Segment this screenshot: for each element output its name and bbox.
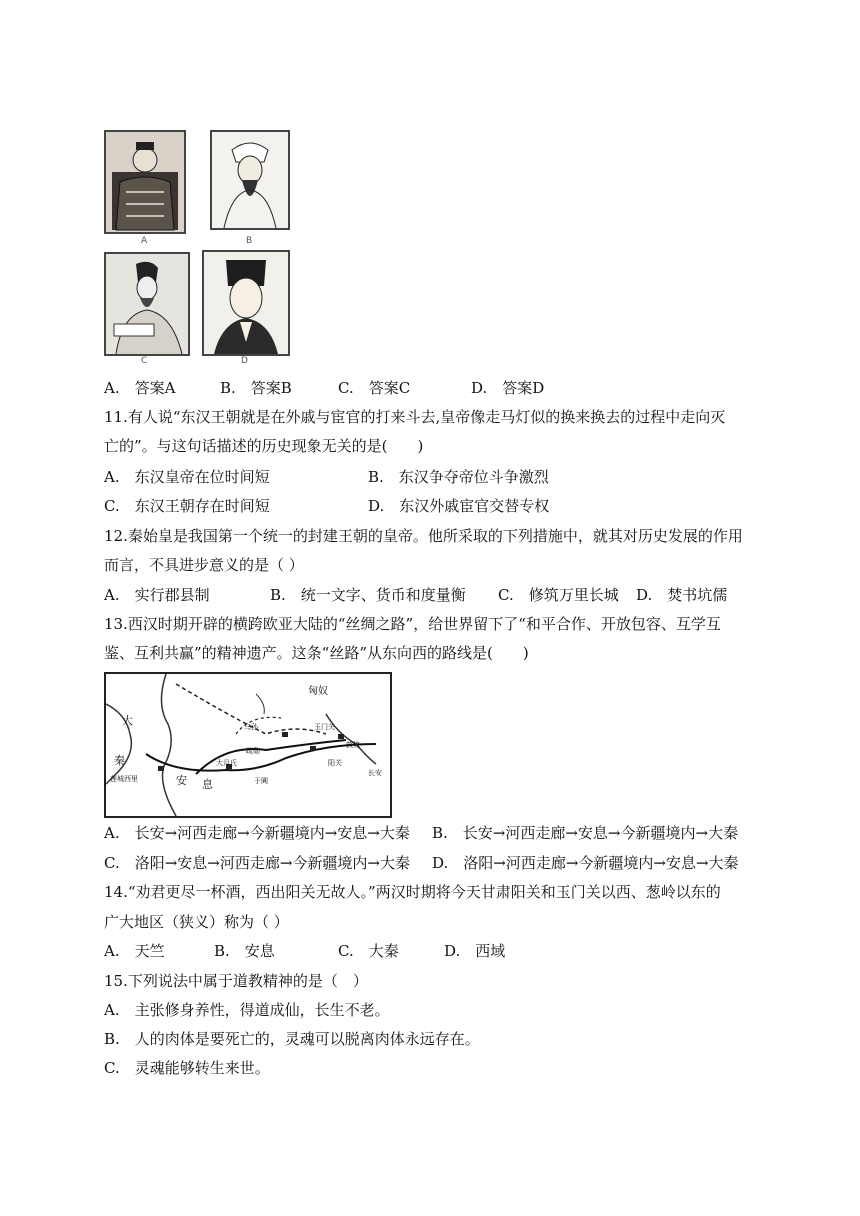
portrait-a-emperor [104, 130, 186, 234]
q13-option-d: D. 洛阳→河西走廊→今新疆境内→安息→大秦 [432, 854, 739, 872]
map-label-dunhuang: 敦煌 [346, 741, 360, 749]
q12-option-c: C. 修筑万里长城 [498, 586, 619, 604]
q15-option-b: B. 人的肉体是要死亡的，灵魂可以脱离肉体永远存在。 [104, 1030, 480, 1048]
q13-option-b: B. 长安→河西走廊→安息→今新疆境内→大秦 [432, 824, 739, 842]
portrait-b-scholar [210, 130, 290, 230]
q14-option-b: B. 安息 [214, 942, 275, 960]
map-label-wusun: 乌孙 [244, 723, 258, 731]
q14-option-a: A. 天竺 [104, 942, 165, 960]
map-label-anxi-2: 息 [202, 778, 213, 791]
map-label-yutian: 于阗 [254, 777, 268, 785]
q11-stem-line1: 11.有人说“东汉王朝就是在外戚与宦官的打来斗去,皇帝像走马灯似的换来换去的过程中走向灭 [104, 408, 726, 426]
portrait-c-caption: C [141, 356, 148, 366]
map-label-xiajiang: 莲城西里 [110, 775, 138, 783]
q10-option-d: D. 答案D [471, 379, 545, 397]
map-label-changan: 长安 [368, 769, 382, 777]
q11-option-b: B. 东汉争夺帝位斗争激烈 [368, 468, 549, 486]
q10-option-a: A. 答案A [104, 379, 176, 397]
map-label-da: 大 [122, 714, 133, 727]
portrait-b-caption: B [246, 236, 253, 246]
map-label-yangguan: 阳关 [328, 759, 342, 767]
map-label-xiongnu: 匈奴 [308, 686, 328, 697]
q14-option-d: D. 西域 [444, 942, 506, 960]
portrait-d-official [202, 250, 290, 356]
portrait-a-caption: A [141, 236, 148, 246]
q12-stem-line1: 12.秦始皇是我国第一个统一的封建王朝的皇帝。他所采取的下列措施中，就其对历史发展的作用 [104, 527, 743, 545]
q15-stem: 15.下列说法中属于道教精神的是（ ） [104, 972, 368, 990]
q10-option-b: B. 答案B [220, 379, 292, 397]
map-label-qin: 秦 [114, 754, 125, 767]
q11-option-d: D. 东汉外戚宦官交替专权 [368, 497, 550, 515]
q12-option-d: D. 焚书坑儒 [636, 586, 728, 604]
q13-option-c: C. 洛阳→安息→河西走廊→今新疆境内→大秦 [104, 854, 410, 872]
portrait-c-writer [104, 252, 190, 356]
map-label-dayuezhi: 大月氏 [216, 759, 237, 767]
q14-option-c: C. 大秦 [338, 942, 399, 960]
portrait-d-caption: D [241, 356, 248, 366]
q12-stem-line2: 而言，不具进步意义的是（ ） [104, 556, 304, 574]
q14-stem-line2: 广大地区（狭义）称为（ ） [104, 913, 289, 931]
q11-stem-line2: 亡的”。与这句话描述的历史现象无关的是( ) [104, 437, 424, 455]
q14-stem-line1: 14.“劝君更尽一杯酒，西出阳关无故人。”两汉时期将今天甘肃阳关和玉门关以西、葱岭以东的 [104, 883, 721, 901]
q12-option-b: B. 统一文字、货币和度量衡 [270, 586, 466, 604]
q11-option-c: C. 东汉王朝存在时间短 [104, 497, 270, 515]
q13-option-a: A. 长安→河西走廊→今新疆境内→安息→大秦 [104, 824, 410, 842]
silk-road-map [104, 672, 392, 818]
q13-stem-line2: 鉴、互利共赢”的精神遗产。这条“丝路”从东向西的路线是( ) [104, 644, 529, 662]
q13-stem-line1: 13.西汉时期开辟的横跨欧亚大陆的“丝绸之路”，给世界留下了“和平合作、开放包容、互学互 [104, 615, 721, 633]
q10-option-c: C. 答案C [338, 379, 411, 397]
q11-option-a: A. 东汉皇帝在位时间短 [104, 468, 270, 486]
map-label-shule: 疏勒 [246, 747, 260, 755]
q15-option-a: A. 主张修身养性，得道成仙，长生不老。 [104, 1001, 390, 1019]
q12-option-a: A. 实行郡县制 [104, 586, 210, 604]
q15-option-c: C. 灵魂能够转生来世。 [104, 1059, 270, 1077]
map-label-anxi-1: 安 [176, 774, 187, 787]
map-label-yumenguan: 玉门关 [314, 723, 335, 731]
